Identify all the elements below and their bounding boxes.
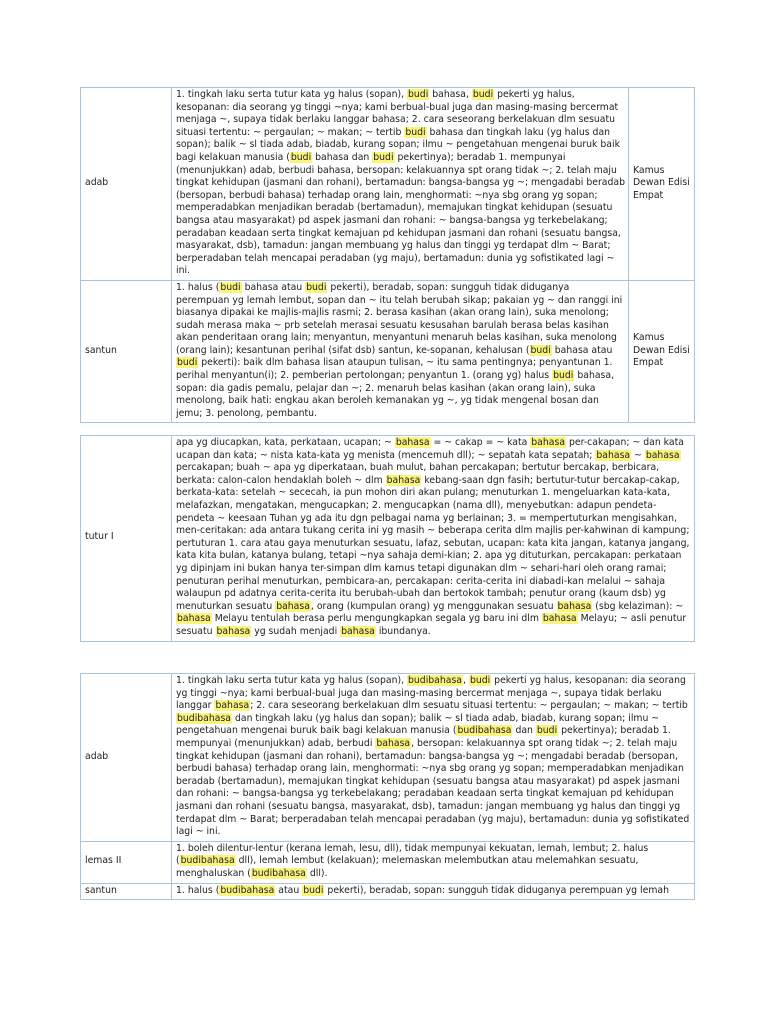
highlighted-word: budi — [469, 675, 491, 686]
table-row — [81, 436, 695, 642]
dictionary-table-3 — [80, 673, 695, 900]
highlighted-word: bahasa — [216, 625, 251, 637]
highlighted-word: bahasa — [645, 449, 680, 461]
highlighted-word: bahasa — [215, 700, 250, 712]
highlighted-word: budi — [408, 89, 429, 100]
highlighted-word: budi — [290, 151, 312, 163]
entry-word: santun — [81, 280, 172, 423]
highlighted-word: budi — [177, 357, 198, 369]
highlighted-word: bahasa — [177, 613, 211, 625]
highlighted-word: bahasa — [376, 737, 411, 749]
dictionary-table-2 — [80, 435, 695, 642]
entry-word: lemas II — [81, 841, 172, 883]
entry-source: Kamus Dewan Edisi Empat — [629, 280, 695, 423]
entry-definition: 1. boleh dilentur-lentur (kerana lemah, lesu, dll), tidak mempunyai kekuatan, lemah, lembut; 2. halus (budibahasa dll), lemah lembut (kelakuan); melemaskan melembutkan atau melemahkan sesuatu, menghaluskan (budibahasa dll). — [172, 841, 695, 883]
table-row — [81, 883, 695, 900]
highlighted-word: bahasa — [542, 613, 577, 625]
entry-definition: apa yg diucapkan, kata, perkataan, ucapan; ~ bahasa = ~ cakap = ~ kata bahasa per-cakapan; ~ dan kata ucapan dan kata; ~ nista kata-kata yg menista (mencemuh dll); ~ sepatah kata sepatah; bahasa ~ bahasa percakapan; buah ~ apa yg diperkataan, buah mulut, bahan percakapan; bertutur bercakap, berbicara, berkata: calon-calon hendaklah boleh ~ dlm bahasa kebang-saan dgn fasih; bertutur-tutur bercakap-cakap, berkata-kata: setelah ~ sececah, ia pun mohon diri akan pulang; menuturkan 1. mengeluarkan kata-kata, melafazkan, mengatakan, mengucapkan; 2. mengucapkan (nama dll), menyebutkan: adapun pendeta-pendeta ~ keesaan Tuhan yg ada itu dgn pelbagai nama yg berlainan; 3. = mempertuturkan mengisahkan, men-ceritakan: ada antara tukang cerita ini yg masih ~ beberapa cerita dlm majlis per-kahwinan di kampung; pertuturan 1. cara atau gaya menuturkan sesuatu, lafaz, sebutan, ucapan: kata kita jangan, katanya jangang, kata kita bulan, katanya bulang, tetapi ~nya sahaja demi-kian; 2. apa yg dituturkan, percakapan: perkataan yg dipinjam ini bukan hanya ter-simpan dlm kamus tetapi digunakan dlm ~ sehari-hari oleh orang ramai; penuturan perihal menuturkan, pembicara-an, percakapan: cerita-cerita ini diabadi-kan melalui ~ sahaja walaupun pd adatnya cerita-cerita itu berubah-ubah dan bertokok tambah; penutur orang (kaum dsb) yg menuturkan sesuatu bahasa, orang (kumpulan orang) yg menggunakan sesuatu bahasa (sbg kelaziman): ~ bahasa Melayu tentulah berasa perlu mengungkapkan segala yg baru ini dlm bahasa Melayu; ~ asli penutur sesuatu bahasa yg sudah menjadi bahasa ibundanya. — [172, 436, 695, 642]
highlighted-word: budi — [530, 344, 551, 356]
highlighted-word: budibahasa — [177, 712, 232, 724]
table-row — [81, 88, 695, 281]
highlighted-word: budi — [306, 281, 327, 293]
highlighted-word: budibahasa — [220, 884, 275, 896]
entry-word: tutur I — [81, 436, 172, 642]
table-row — [81, 280, 695, 423]
highlighted-word: budibahasa — [251, 867, 306, 879]
highlighted-word: budibahasa — [408, 675, 463, 686]
entry-source: Kamus Dewan Edisi Empat — [629, 88, 695, 281]
highlighted-word: budibahasa — [457, 725, 512, 737]
entry-word: adab — [81, 674, 172, 842]
highlighted-word: bahasa — [395, 437, 430, 448]
highlighted-word: budi — [472, 89, 494, 100]
highlighted-word: budi — [553, 370, 574, 382]
highlighted-word: bahasa — [596, 449, 631, 461]
highlighted-word: budi — [220, 281, 241, 293]
highlighted-word: budi — [405, 126, 426, 138]
highlighted-word: bahasa — [557, 600, 592, 612]
dictionary-table-1 — [80, 87, 695, 423]
highlighted-word: budi — [373, 151, 394, 163]
entry-definition: 1. tingkah laku serta tutur kata yg halus (sopan), budi bahasa, budi pekerti yg halus, kesopanan: dia seorang yg tinggi ~nya; kami berbual-bual juga dan masing-masing bercermat menjaga ~, supaya tidak berlaku langgar bahasa; 2. cara seseorang berkelakuan dlm sesuatu situasi tertentu: ~ pergaulan; ~ makan; ~ tertib budi bahasa dan tingkah laku (yg halus dan sopan); balik ~ sl tiada adab, biadab, kurang sopan; ilmu ~ pengetahuan mengenai buruk baik bagi kelakuan manusia (budi bahasa dan budi pekertinya); beradab 1. mempunyai (menunjukkan) adab, berbudi bahasa, bersopan: kelakuannya spt orang tidak ~; 2. telah maju tingkat kehidupan (jasmani dan rohani), bertamadun: bangsa-bangsa yg ~; mengadabi beradab (bersopan, berbudi bahasa) terhadap orang lain, menghormati: ~nya sbg orang yg sopan; memperadabkan menjadikan beradab (bertamadun), memajukan tingkat kehidupan (sesuatu bangsa atau masyarakat) pd aspek jasmani dan rohani: ~ bangsa-bangsa yg terkebelakang; peradaban keadaan serta tingkat kemajuan pd kehidupan jasmani dan rohani (sesuatu bangsa, masyarakat, dsb), tamadun: jangan membuang yg halus dan tinggi yg terdapat dlm ~ Barat; berperadaban telah mencapai peradaban (yg maju), bertamadun: dunia yg sofistikated lagi ~ ini. — [172, 88, 629, 281]
highlighted-word: budi — [536, 725, 558, 737]
entry-word: santun — [81, 883, 172, 900]
table-row — [81, 841, 695, 883]
entry-definition: 1. tingkah laku serta tutur kata yg halus (sopan), budibahasa, budi pekerti yg halus, kesopanan: dia seorang yg tinggi ~nya; kami berbual-bual juga dan masing-masing bercermat menjaga ~, supaya tidak berlaku langgar bahasa; 2. cara seseorang berkelakuan dlm sesuatu situasi tertentu: ~ pergaulan; ~ makan; ~ tertib budibahasa dan tingkah laku (yg halus dan sopan); balik ~ sl tiada adab, biadab, kurang sopan; ilmu ~ pengetahuan mengenai buruk baik bagi kelakuan manusia (budibahasa dan budi pekertinya); beradab 1. mempunyai (menunjukkan) adab, berbudi bahasa, bersopan: kelakuannya spt orang tidak ~; 2. telah maju tingkat kehidupan (jasmani dan rohani), bertamadun: bangsa-bangsa yg ~; mengadabi beradab (bersopan, berbudi bahasa) terhadap orang lain, menghormati: ~nya sbg orang yg sopan; memperadabkan menjadikan beradab (bertamadun), memajukan tingkat kehidupan (sesuatu bangsa atau masyarakat) pd aspek jasmani dan rohani: ~ bangsa-bangsa yg terkebelakang; peradaban keadaan serta tingkat kemajuan pd kehidupan jasmani dan rohani (sesuatu bangsa, masyarakat, dsb), tamadun: jangan membuang yg halus dan tinggi yg terdapat dlm ~ Barat; berperadaban telah mencapai peradaban (yg maju), bertamadun: dunia yg sofistikated lagi ~ ini. — [172, 674, 695, 842]
highlighted-word: budi — [303, 884, 324, 896]
highlighted-word: bahasa — [386, 474, 421, 486]
entry-definition: 1. halus (budibahasa atau budi pekerti), beradab, sopan: sungguh tidak diduganya perempuan yg lemah — [172, 883, 695, 900]
table-row — [81, 674, 695, 842]
highlighted-word: bahasa — [341, 625, 375, 637]
highlighted-word: budibahasa — [180, 855, 235, 867]
entry-definition: 1. halus (budi bahasa atau budi pekerti), beradab, sopan: sungguh tidak diduganya perempuan yg lemah lembut, sopan dan ~ itu telah berubah sikap; pakaian yg ~ dan ranggi ini biasanya dipakai ke majlis-majlis rasmi; 2. berasa kasihan (akan orang lain), suka menolong; sudah merasa maka ~ prb setelah merasai sesuatu kesusahan barulah berasa belas kasihan akan penderitaan orang lain; menyantun, menyantuni menaruh belas kasihan, suka menolong (orang lain); kesantunan perihal (sifat dsb) santun, ke-sopanan, kehalusan (budi bahasa atau budi pekerti): baik dlm bahasa lisan ataupun tulisan, ~ itu sama pentingnya; penyantunan 1. perihal menyantun(i); 2. pemberian pertolongan; penyantun 1. (orang yg) halus budi bahasa, sopan: dia gadis pemalu, pelajar dan ~; 2. menaruh belas kasihan (akan orang lain), suka menolong, baik hati: engkau akan beroleh kemanakan yg ~, yg tidak mengenal bosan dan jemu; 3. penolong, pembantu. — [172, 280, 629, 423]
highlighted-word: bahasa — [276, 600, 310, 612]
entry-word: adab — [81, 88, 172, 281]
highlighted-word: bahasa — [531, 437, 566, 448]
